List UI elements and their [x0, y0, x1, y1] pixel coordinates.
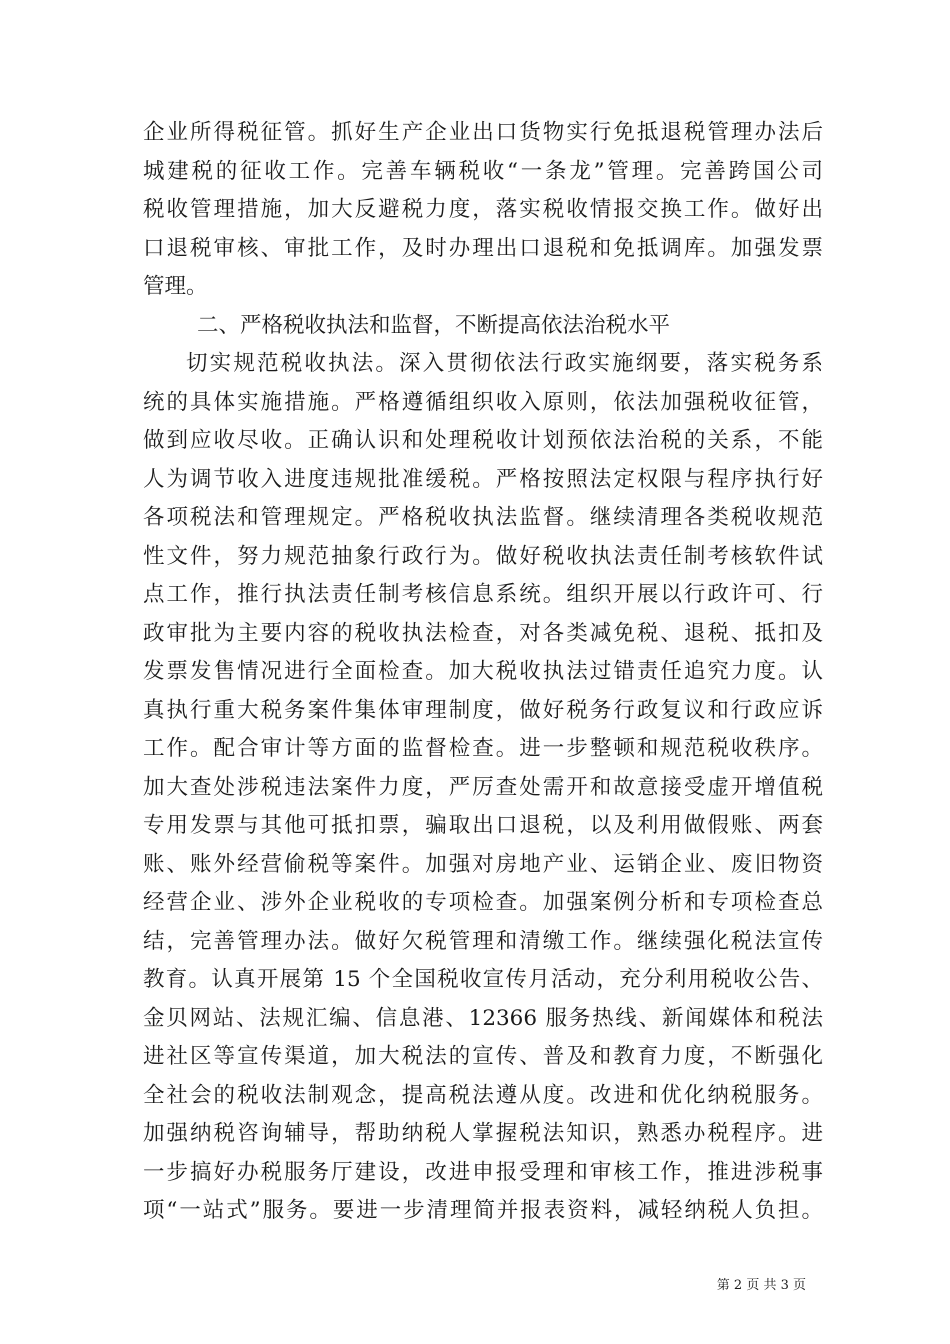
body-line: 切实规范税收执法。深入贯彻依法行政实施纲要，落实税务系 [186, 351, 823, 376]
body-line: 性文件，努力规范抽象行政行为。做好税收执法责任制考核软件试 [143, 543, 823, 569]
page-number: 第 2 页 共 3 页 [716, 1278, 806, 1293]
body-line: 做到应收尽收。正确认识和处理税收计划预依法治税的关系，不能 [143, 428, 823, 453]
body-line: 城建税的征收工作。完善车辆税收“一条龙”管理。完善跨国公司 [143, 158, 823, 184]
body-line: 真执行重大税务案件集体审理制度，做好税务行政复议和行政应诉 [143, 697, 823, 723]
body-line: 税收管理措施，加大反避税力度，落实税收情报交换工作。做好出 [143, 197, 823, 222]
body-line: 加大查处涉税违法案件力度，严厉查处需开和故意接受虚开增值税 [143, 774, 823, 800]
body-line: 口退税审核、审批工作，及时办理出口退税和免抵调库。加强发票 [143, 235, 823, 261]
body-line: 经营企业、涉外企业税收的专项检查。加强案例分析和专项检查总 [143, 890, 823, 915]
body-line: 进社区等宣传渠道，加大税法的宣传、普及和教育力度，不断强化 [143, 1044, 823, 1069]
body-line: 工作。配合审计等方面的监督检查。进一步整顿和规范税收秩序。 [143, 736, 823, 761]
body-line: 一步搞好办税服务厅建设，改进申报受理和审核工作，推进涉税事 [143, 1159, 823, 1185]
body-line: 点工作，推行执法责任制考核信息系统。组织开展以行政许可、行 [143, 582, 823, 607]
section-heading: 二、严格税收执法和监督，不断提高依法治税水平 [197, 312, 671, 338]
body-line: 项“一站式”服务。要进一步清理简并报表资料，减轻纳税人负担。 [143, 1198, 823, 1223]
body-line: 教育。认真开展第 15 个全国税收宣传月活动，充分利用税收公告、 [143, 967, 823, 992]
body-line: 专用发票与其他可抵扣票，骗取出口退税，以及利用做假账、两套 [143, 813, 823, 838]
body-line: 人为调节收入进度违规批准缓税。严格按照法定权限与程序执行好 [143, 466, 823, 492]
body-line: 金贝网站、法规汇编、信息港、12366 服务热线、新闻媒体和税法 [143, 1005, 823, 1031]
body-line: 发票发售情况进行全面检查。加大税收执法过错责任追究力度。认 [143, 659, 823, 684]
body-line: 账、账外经营偷税等案件。加强对房地产业、运销企业、废旧物资 [143, 851, 823, 877]
body-line: 全社会的税收法制观念，提高税法遵从度。改进和优化纳税服务。 [143, 1082, 823, 1108]
body-line: 各项税法和管理规定。严格税收执法监督。继续清理各类税收规范 [143, 505, 823, 530]
body-line: 政审批为主要内容的税收执法检查，对各类减免税、退税、抵扣及 [143, 620, 823, 646]
body-line: 结，完善管理办法。做好欠税管理和清缴工作。继续强化税法宣传 [143, 928, 823, 954]
body-line: 企业所得税征管。抓好生产企业出口货物实行免抵退税管理办法后 [143, 120, 823, 145]
body-line: 加强纳税咨询辅导，帮助纳税人掌握税法知识，熟悉办税程序。进 [143, 1121, 823, 1146]
body-line: 统的具体实施措施。严格遵循组织收入原则，依法加强税收征管， [143, 389, 823, 415]
document-body [143, 114, 823, 1231]
body-line: 管理。 [143, 274, 208, 299]
